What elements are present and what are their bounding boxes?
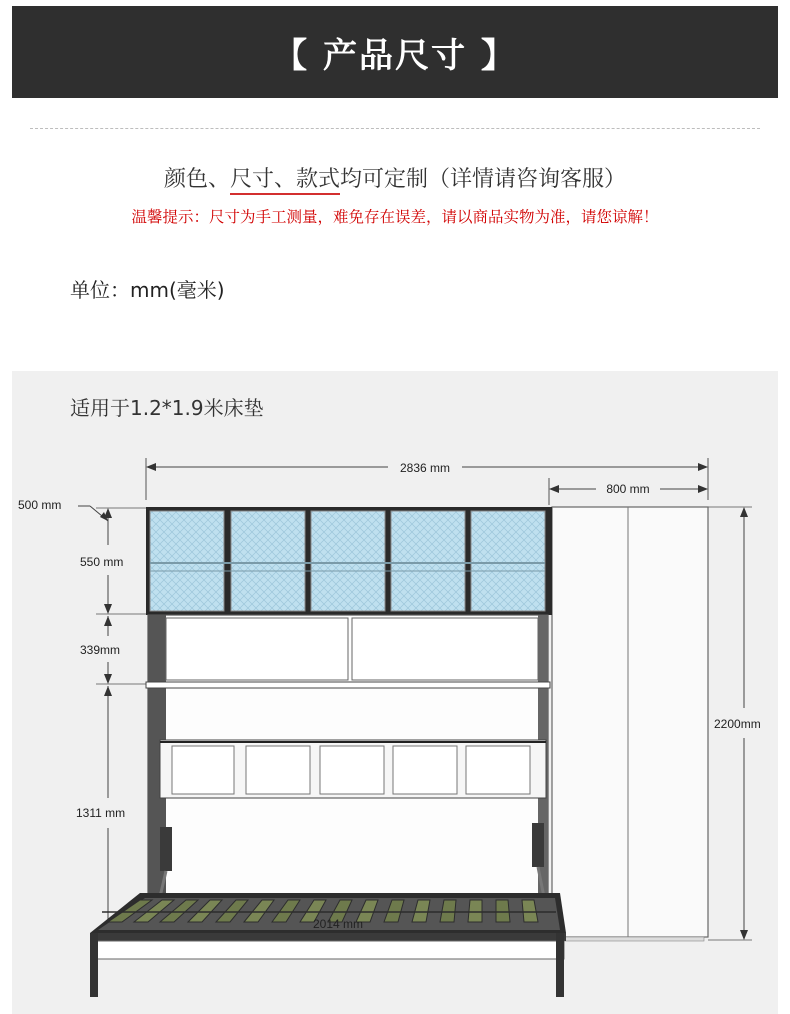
total-height-dimension [708,507,761,940]
total-width-label: 2836 mm [399,461,451,475]
note-part1: 颜色、 [163,167,230,192]
wardrobe-width-dimension [549,478,708,505]
bed-dimension-label: 2014 mm [312,917,364,931]
lower-height-label: 1311 mm [76,806,126,820]
measurement-warning: 温馨提示：尺寸为手工测量，难免存在误差，请以商品实物为准，请您谅解！ [131,208,659,226]
total-height-label: 2200mm [714,717,761,731]
mattress-fit-caption: 适用于1.2*1.9米床垫 [70,396,264,420]
bed-cabinet [146,615,550,905]
upper-height-label: 550 mm [80,555,124,569]
depth-dimension [18,498,108,521]
wardrobe [552,507,708,941]
bed-frame [90,893,566,997]
depth-label: 500 mm [18,498,62,512]
note-underlined: 尺寸、款式 [230,167,340,195]
wardrobe-width-label: 800 mm [606,482,650,496]
middle-height-label: 339mm [80,643,121,657]
note-part2: 均可定制（详情请咨询客服） [340,167,627,192]
unit-label: 单位：mm(毫米) [70,278,225,302]
upper-glass-cabinets [146,507,552,615]
header-title: 【 产品尺寸 】 [273,35,517,76]
left-height-dimensions [76,508,146,940]
